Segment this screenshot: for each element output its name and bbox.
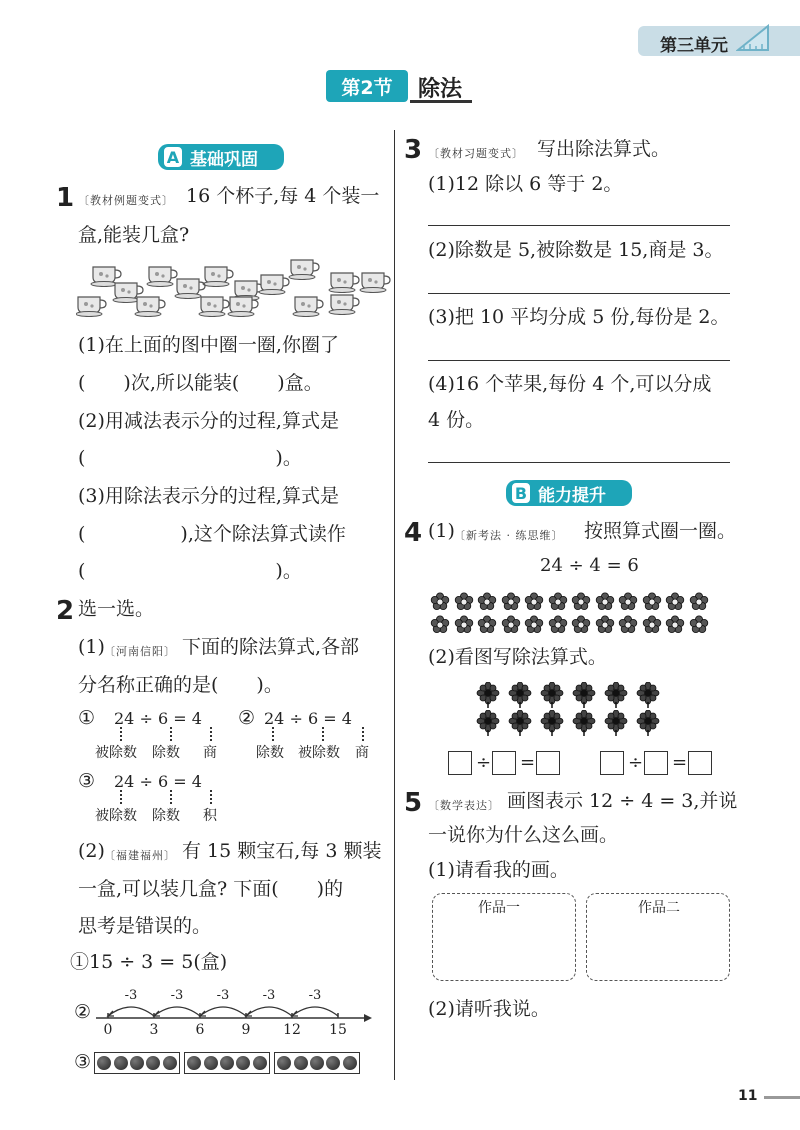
q1-sub1-a: (1)在上面的图中圈一圈,你圈了 [78, 334, 339, 356]
gem-ball [146, 1056, 160, 1070]
work-box-1-title: 作品一 [478, 900, 520, 916]
option-c-mark[interactable]: ③ [78, 770, 96, 792]
way-2-mark[interactable]: ② [74, 1001, 92, 1023]
q3-answer-line-4[interactable] [428, 462, 730, 463]
jump-arc [154, 1007, 200, 1016]
q5-tag: 〔数学表达〕 [428, 799, 500, 812]
div-sign-2: ÷ [628, 752, 644, 773]
flower-icon [571, 615, 591, 635]
q3-item-1: (1)12 除以 6 等于 2。 [428, 173, 623, 195]
answer-box-1[interactable] [448, 751, 472, 775]
number-line-label: 3 [149, 1022, 159, 1038]
ball-group [274, 1052, 360, 1074]
jump-arrowhead [108, 1011, 114, 1016]
q3-answer-line-3[interactable] [428, 360, 730, 361]
q2-p2-label: (2) [78, 840, 105, 862]
gem-ball [130, 1056, 144, 1070]
gem-ball [326, 1056, 340, 1070]
flower-icon [477, 592, 497, 612]
gem-ball [97, 1056, 111, 1070]
q5-number: 5 [404, 788, 423, 818]
option-c-dots [120, 790, 122, 804]
option-c-dots [210, 790, 212, 804]
page-number-bar [764, 1096, 800, 1099]
jump-arrowhead [154, 1011, 160, 1016]
answer-box-6[interactable] [688, 751, 712, 775]
section-badge: 第2节 [326, 70, 408, 102]
q3-number: 3 [404, 135, 423, 165]
q3-stem: 写出除法算式。 [537, 138, 671, 160]
flower-icon [689, 592, 709, 612]
q1-tag: 〔教材例题变式〕 [78, 194, 174, 207]
number-line-label: 0 [103, 1022, 113, 1038]
flower-icon [595, 615, 615, 635]
flower-icon [524, 592, 544, 612]
option-b-dots [272, 727, 274, 741]
jump-arrowhead [246, 1011, 252, 1016]
sunflower-icon [604, 710, 628, 736]
flower-icon [454, 592, 474, 612]
option-a-equation: 24 ÷ 6 = 4 [114, 709, 202, 728]
option-b-label-1: 除数 [256, 745, 284, 761]
q5-p1: (1)请看我的画。 [428, 859, 569, 881]
q3-answer-line-2[interactable] [428, 293, 730, 294]
gem-ball [294, 1056, 308, 1070]
option-b-equation: 24 ÷ 6 = 4 [264, 709, 352, 728]
sunflower-icon [572, 710, 596, 736]
gem-ball [277, 1056, 291, 1070]
sunflower-icon [540, 710, 564, 736]
flower-icon [665, 592, 685, 612]
q5-stem-2: 一说你为什么这么画。 [428, 824, 619, 846]
q2-p1-text-2[interactable]: 分名称正确的是( )。 [78, 674, 283, 696]
part-a-header: A 基础巩固 [158, 144, 284, 170]
gem-ball [163, 1056, 177, 1070]
flower-icon [454, 615, 474, 635]
ball-group [94, 1052, 180, 1074]
flower-icon [571, 592, 591, 612]
sunflower-icon [540, 682, 564, 708]
q3-tag: 〔教材习题变式〕 [428, 147, 524, 160]
gem-ball [343, 1056, 357, 1070]
q3-item-3: (3)把 10 平均分成 5 份,每份是 2。 [428, 306, 730, 328]
option-a-label-1: 被除数 [95, 745, 137, 761]
flower-icon [642, 615, 662, 635]
option-b-mark[interactable]: ② [238, 707, 256, 729]
sunflower-icon [476, 682, 500, 708]
q1-sub3-a: (3)用除法表示分的过程,算式是 [78, 485, 339, 507]
flower-icon [618, 592, 638, 612]
q1-stem-2: 盒,能装几盒? [78, 224, 190, 246]
option-b-dots [362, 727, 364, 741]
cups-illustration [76, 256, 396, 320]
q2-p2-text-3: 思考是错误的。 [78, 915, 212, 937]
q2-p1-text-1: 下面的除法算式,各部 [182, 636, 360, 658]
flower-icon [618, 615, 638, 635]
q1-sub2-b[interactable]: ( )。 [78, 447, 302, 469]
way-3-mark[interactable]: ③ [74, 1051, 92, 1073]
sunflower-icon [572, 682, 596, 708]
jump-arc [200, 1007, 246, 1016]
q5-stem-1: 画图表示 12 ÷ 4 = 3,并说 [507, 790, 738, 812]
sunflower-icon [476, 710, 500, 736]
answer-box-4[interactable] [600, 751, 624, 775]
q3-item-4b: 4 份。 [428, 409, 485, 431]
jump-label: -3 [262, 988, 276, 1003]
q4-equation: 24 ÷ 4 = 6 [540, 555, 639, 576]
gem-ball [114, 1056, 128, 1070]
work-box-2-title: 作品二 [638, 900, 680, 916]
option-a-label-3: 商 [203, 745, 217, 761]
gem-ball [204, 1056, 218, 1070]
answer-box-2[interactable] [492, 751, 516, 775]
page-number: 11 [738, 1088, 758, 1104]
q4-p1-tag: 〔新考法 · 练思维〕 [454, 529, 564, 542]
q1-sub3-c[interactable]: ( )。 [78, 560, 302, 582]
number-line-label: 15 [329, 1022, 347, 1038]
flower-icon [665, 615, 685, 635]
flower-icon [548, 592, 568, 612]
gem-ball [236, 1056, 250, 1070]
q2-p2-text-1: 有 15 颗宝石,每 3 颗装 [182, 840, 382, 862]
flower-icon [595, 592, 615, 612]
flower-icon [642, 592, 662, 612]
q3-answer-line-1[interactable] [428, 225, 730, 226]
section-title: 除法 [418, 77, 463, 102]
option-c-label-1: 被除数 [95, 808, 137, 824]
q4-number: 4 [404, 518, 423, 548]
jump-arc [292, 1007, 338, 1016]
sunflower-icon [636, 682, 660, 708]
sunflower-icon [508, 710, 532, 736]
q1-number: 1 [56, 183, 75, 213]
option-a-mark[interactable]: ① [78, 707, 96, 729]
option-c-dots [170, 790, 172, 804]
ball-group [184, 1052, 270, 1074]
flower-icon [548, 615, 568, 635]
flower-icon [430, 615, 450, 635]
jump-label: -3 [308, 988, 322, 1003]
q1-stem-1: 16 个杯子,每 4 个装一 [186, 185, 380, 207]
option-c-equation: 24 ÷ 6 = 4 [114, 772, 202, 791]
q4-p1-text: 按照算式圈一圈。 [584, 520, 737, 542]
flower-icon [477, 615, 497, 635]
flower-icon [501, 615, 521, 635]
option-b-label-2: 被除数 [298, 745, 340, 761]
q1-sub3-b[interactable]: ( ),这个除法算式读作 [78, 523, 346, 545]
jump-arrowhead [200, 1011, 206, 1016]
answer-box-5[interactable] [644, 751, 668, 775]
sunflower-icon [508, 682, 532, 708]
gem-ball [220, 1056, 234, 1070]
option-b-dots [322, 727, 324, 741]
answer-box-3[interactable] [536, 751, 560, 775]
option-a-dots [210, 727, 212, 741]
option-b-label-3: 商 [355, 745, 369, 761]
gem-ball [253, 1056, 267, 1070]
flower-icon [501, 592, 521, 612]
ruler-icon [736, 24, 770, 54]
q2-p1-tag: 〔河南信阳〕 [104, 645, 176, 658]
sunflower-icon [604, 682, 628, 708]
number-line-label: 9 [241, 1022, 251, 1038]
q4-p1-label: (1) [428, 520, 455, 542]
part-b-header: B 能力提升 [506, 480, 632, 506]
flower-icon [430, 592, 450, 612]
option-c-label-2: 除数 [152, 808, 180, 824]
number-line-label: 12 [283, 1022, 301, 1038]
section-title-underline [410, 100, 472, 103]
q1-sub1-b[interactable]: ( )次,所以能装( )盒。 [78, 372, 323, 394]
way-1[interactable]: ①15 ÷ 3 = 5(盒) [70, 951, 228, 973]
div-sign-1: ÷ [476, 752, 492, 773]
jump-arc [246, 1007, 292, 1016]
q2-p2-text-2[interactable]: 一盒,可以装几盒? 下面( )的 [78, 878, 344, 900]
jump-arc [108, 1007, 154, 1016]
number-line-label: 6 [195, 1022, 205, 1038]
option-c-label-3: 积 [203, 808, 217, 824]
eq-sign-1: = [520, 752, 536, 773]
q1-sub2-a: (2)用减法表示分的过程,算式是 [78, 410, 339, 432]
q3-item-2: (2)除数是 5,被除数是 15,商是 3。 [428, 239, 724, 261]
jump-label: -3 [170, 988, 184, 1003]
q2-stem: 选一选。 [78, 598, 155, 620]
sunflower-icon [636, 710, 660, 736]
q4-p2-text: (2)看图写除法算式。 [428, 646, 607, 668]
q2-p2-tag: 〔福建福州〕 [104, 849, 176, 862]
jump-label: -3 [216, 988, 230, 1003]
q3-item-4a: (4)16 个苹果,每份 4 个,可以分成 [428, 373, 712, 395]
option-a-dots [170, 727, 172, 741]
flower-icon [689, 615, 709, 635]
option-a-label-2: 除数 [152, 745, 180, 761]
q5-p2: (2)请听我说。 [428, 998, 550, 1020]
jump-label: -3 [124, 988, 138, 1003]
flower-icon [524, 615, 544, 635]
gem-ball [187, 1056, 201, 1070]
eq-sign-2: = [672, 752, 688, 773]
q2-number: 2 [56, 596, 75, 626]
unit-title: 第三单元 [660, 36, 728, 56]
option-a-dots [120, 727, 122, 741]
gem-ball [310, 1056, 324, 1070]
q2-p1-label: (1) [78, 636, 105, 658]
jump-arrowhead [292, 1011, 298, 1016]
